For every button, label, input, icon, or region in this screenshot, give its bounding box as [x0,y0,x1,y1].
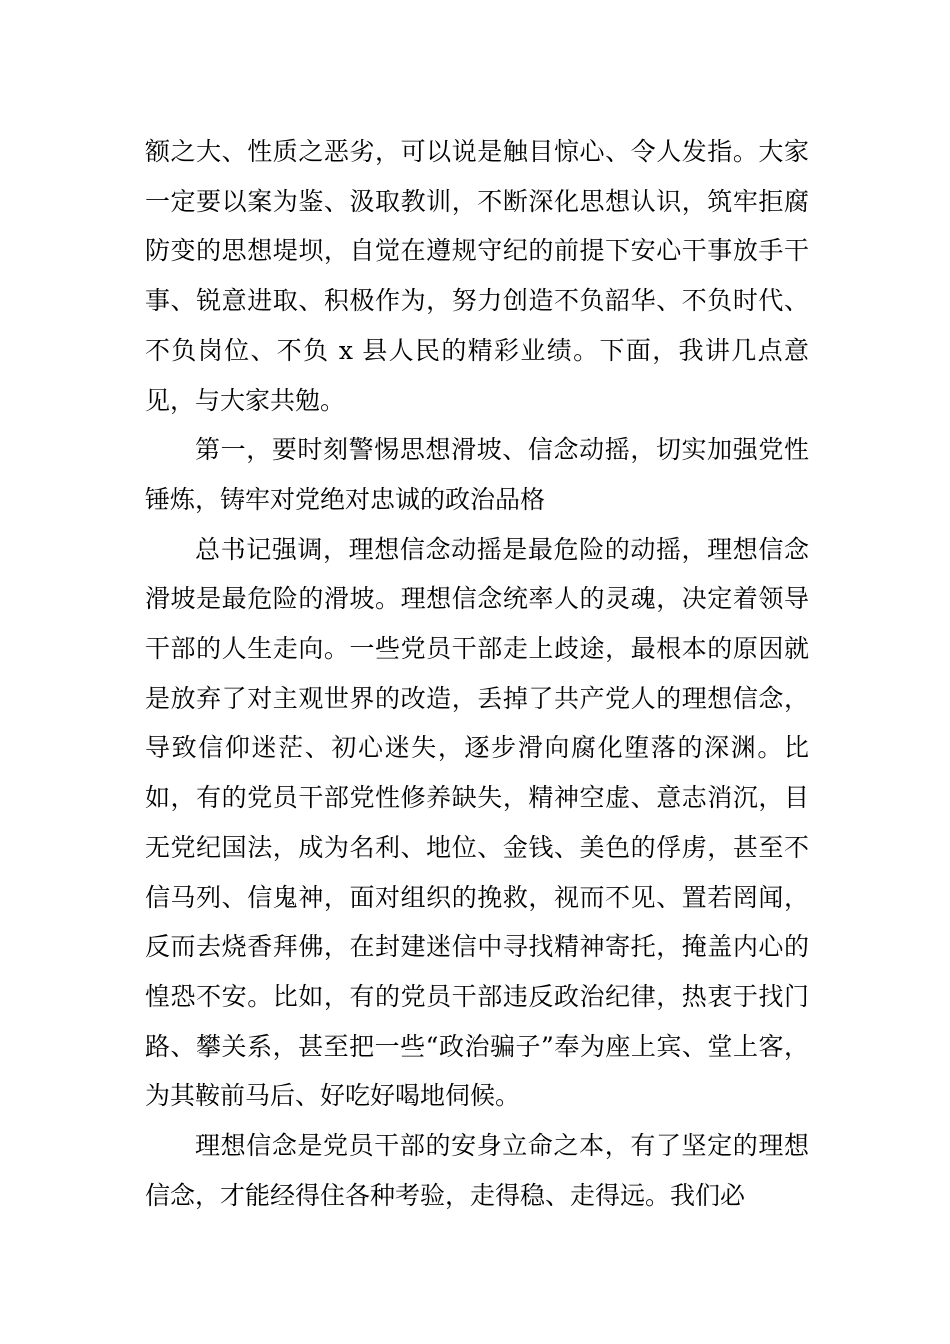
paragraph-body: 总书记强调，理想信念动摇是最危险的动摇，理想信念滑坡是最危险的滑坡。理想信念统率人的灵魂，决定着领导干部的人生走向。一些党员干部走上歧途，最根本的原因就是放弃了对主观世界的改造，丢掉了共产党人的理想信念，导致信仰迷茫、初心迷失，逐步滑向腐化堕落的深渊。比如，有的党员干部党性修养缺失，精神空虚、意志消沉，目无党纪国法，成为名利、地位、金钱、美色的俘虏，甚至不信马列、信鬼神，面对组织的挽救，视而不见、置若罔闻，反而去烧香拜佛，在封建迷信中寻找精神寄托，掩盖内心的惶恐不安。比如，有的党员干部违反政治纪律，热衷于找门路、攀关系，甚至把一些“政治骗子”奉为座上宾、堂上客，为其鞍前马后、好吃好喝地伺候。 [145,534,809,1111]
document-body [145,127,809,1220]
paragraph-body: 理想信念是党员干部的安身立命之本，有了坚定的理想信念，才能经得住各种考验，走得稳、走得远。我们必 [145,1131,809,1210]
section-heading-first: 第一，要时刻警惕思想滑坡、信念动摇，切实加强党性锤炼，铸牢对党绝对忠诚的政治品格 [145,435,809,514]
paragraph-continuation: 额之大、性质之恶劣，可以说是触目惊心、令人发指。大家一定要以案为鉴、汲取教训，不断深化思想认识，筑牢拒腐防变的思想堤坝，自觉在遵规守纪的前提下安心干事放手干事、锐意进取、积极作为，努力创造不负韶华、不负时代、不负岗位、不负 x 县人民的精彩业绩。下面，我讲几点意见，与大家共勉。 [145,137,809,415]
